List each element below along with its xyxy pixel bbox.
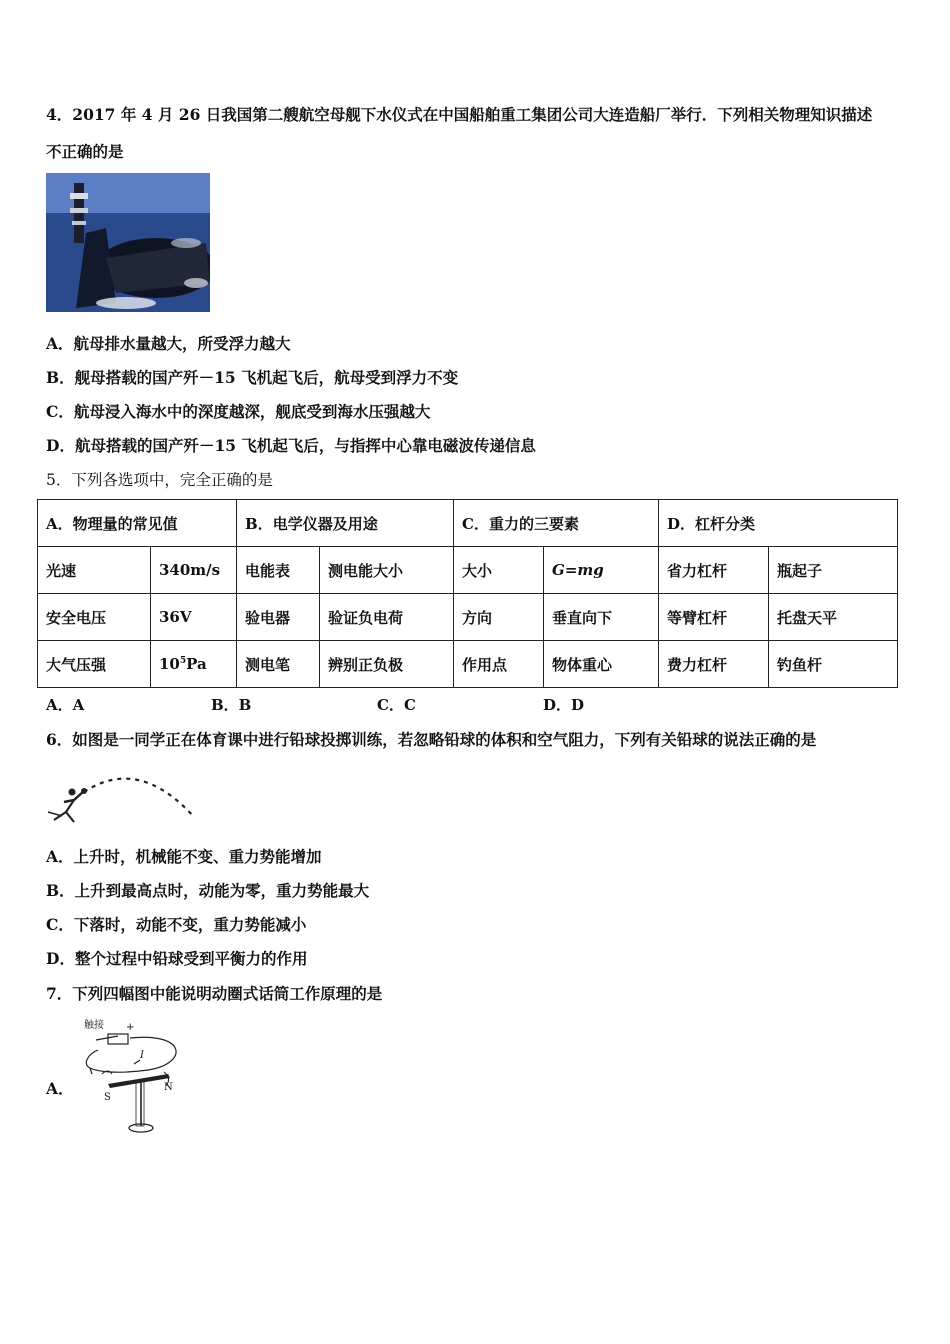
north-pole-label: N — [164, 1082, 173, 1093]
current-label: I — [140, 1050, 144, 1061]
q7-option-a-label: A． — [46, 1079, 74, 1098]
q5-table — [37, 499, 898, 688]
q5-choice-c: C．C — [377, 696, 416, 714]
header-d: D．杠杆分类 — [659, 500, 898, 547]
table-cell: 费力杠杆 — [659, 641, 769, 688]
pressure-exponent: 5 — [179, 656, 187, 666]
header-b: B．电学仪器及用途 — [237, 500, 454, 547]
table-cell: 340m/s — [151, 547, 237, 594]
table-cell: G=mg — [544, 547, 659, 594]
table-cell: 等臂杠杆 — [659, 594, 769, 641]
q4-stem-line2: 不正确的是 — [46, 142, 124, 161]
table-cell — [151, 641, 237, 688]
shot-put-trajectory-icon — [44, 762, 204, 826]
table-cell: 方向 — [454, 594, 544, 641]
pressure-unit: Pa — [186, 655, 207, 673]
touch-label: 触接 — [84, 1020, 104, 1031]
q4-option-d: D．航母搭载的国产歼－15 飞机起飞后，与指挥中心靠电磁波传递信息 — [46, 436, 536, 455]
table-cell: 托盘天平 — [769, 594, 898, 641]
table-row — [38, 594, 898, 641]
q5-choice-b: B．B — [211, 696, 252, 714]
table-cell: 光速 — [38, 547, 151, 594]
table-row — [38, 547, 898, 594]
pressure-base: 10 — [159, 655, 180, 673]
table-cell: 钓鱼杆 — [769, 641, 898, 688]
table-cell: 电能表 — [237, 547, 320, 594]
plus-label: + — [126, 1022, 135, 1033]
table-cell: 验证负电荷 — [320, 594, 454, 641]
table-cell: 测电笔 — [237, 641, 320, 688]
q7-stem: 7．下列四幅图中能说明动圈式话筒工作原理的是 — [46, 984, 383, 1003]
table-cell: 大气压强 — [38, 641, 151, 688]
q4-stem-line1: 4．2017 年 4 月 26 日我国第二艘航空母舰下水仪式在中国船舶重工集团公司大连造船厂举行．下列相关物理知识描述 — [46, 105, 873, 124]
header-c: C．重力的三要素 — [454, 500, 659, 547]
table-cell: 省力杠杆 — [659, 547, 769, 594]
table-header-row — [38, 500, 898, 547]
table-cell: 36V — [151, 594, 237, 641]
q6-option-b: B．上升到最高点时，动能为零，重力势能最大 — [46, 881, 370, 900]
q7-diagram-a — [78, 1014, 190, 1136]
q5-stem: 5．下列各选项中，完全正确的是 — [46, 471, 273, 489]
table-cell: 辨别正负极 — [320, 641, 454, 688]
q6-stem: 6．如图是一同学正在体育课中进行铅球投掷训练，若忽略铅球的体积和空气阻力，下列有关铅球的说法正确的是 — [46, 730, 817, 749]
q4-option-b: B．舰母搭载的国产歼－15 飞机起飞后，航母受到浮力不变 — [46, 368, 459, 387]
aircraft-carrier-photo — [46, 173, 210, 312]
q6-option-d: D．整个过程中铅球受到平衡力的作用 — [46, 949, 308, 968]
table-cell: 测电能大小 — [320, 547, 454, 594]
south-pole-label: S — [104, 1092, 111, 1103]
q4-option-a: A．航母排水量越大，所受浮力越大 — [46, 334, 291, 353]
table-cell: 垂直向下 — [544, 594, 659, 641]
aircraft-carrier-icon — [46, 173, 210, 312]
table-cell: 作用点 — [454, 641, 544, 688]
q6-option-c: C．下落时，动能不变，重力势能减小 — [46, 915, 307, 934]
q4-option-c: C．航母浸入海水中的深度越深，舰底受到海水压强越大 — [46, 402, 431, 421]
q6-option-a: A．上升时，机械能不变、重力势能增加 — [46, 847, 322, 866]
table-row — [38, 641, 898, 688]
header-a: A．物理量的常见值 — [38, 500, 237, 547]
table-cell: 验电器 — [237, 594, 320, 641]
table-cell: 安全电压 — [38, 594, 151, 641]
table-cell: 瓶起子 — [769, 547, 898, 594]
q5-choice-a: A．A — [46, 696, 85, 714]
table-cell: 物体重心 — [544, 641, 659, 688]
table-cell: 大小 — [454, 547, 544, 594]
q5-choice-d: D．D — [543, 696, 585, 714]
